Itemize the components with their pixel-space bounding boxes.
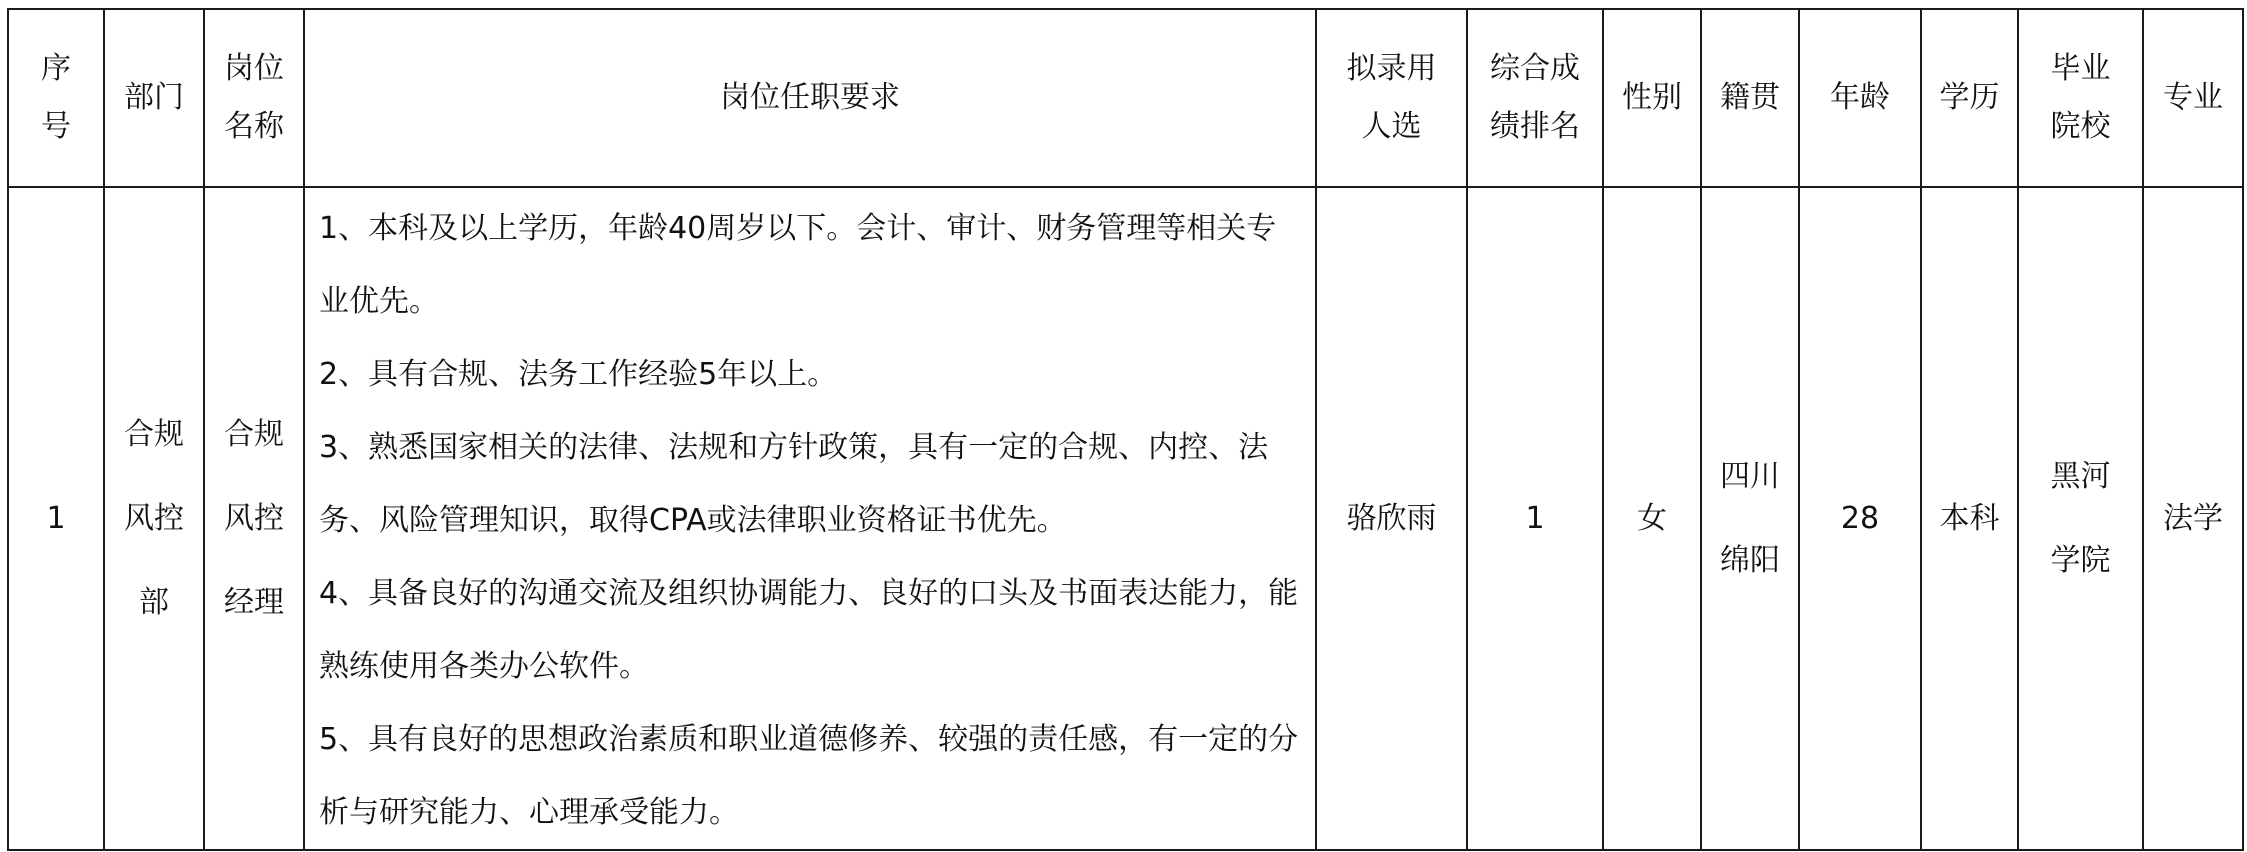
table-header-row xyxy=(8,9,2243,187)
requirement-item: 2、具有合规、法务工作经验5年以上。 xyxy=(319,357,838,392)
header-age: 年龄 xyxy=(1799,9,1921,187)
cell-origin: 四川 绵阳 xyxy=(1701,187,1799,850)
header-major: 专业 xyxy=(2143,9,2243,187)
requirement-item: 5、具有良好的思想政治素质和职业道德修养、较强的责任感，有一定的分析与研究能力、心理承受能力。 xyxy=(319,722,1299,830)
cell-candidate: 骆欣雨 xyxy=(1316,187,1467,850)
header-gender: 性别 xyxy=(1603,9,1701,187)
requirements-list xyxy=(305,188,1315,849)
cell-dept: 合规 风控 部 xyxy=(104,187,204,850)
table-row xyxy=(8,187,2243,850)
header-requirements: 岗位任职要求 xyxy=(304,9,1316,187)
requirement-item: 3、熟悉国家相关的法律、法规和方针政策，具有一定的合规、内控、法务、风险管理知识，取得CPA或法律职业资格证书优先。 xyxy=(319,430,1269,538)
cell-position: 合规 风控 经理 xyxy=(204,187,304,850)
cell-school: 黑河 学院 xyxy=(2018,187,2143,850)
header-rank: 综合成 绩排名 xyxy=(1467,9,1603,187)
header-seq: 序 号 xyxy=(8,9,104,187)
requirement-item: 4、具备良好的沟通交流及组织协调能力、良好的口头及书面表达能力，能熟练使用各类办公软件。 xyxy=(319,576,1299,684)
cell-major: 法学 xyxy=(2143,187,2243,850)
cell-age: 28 xyxy=(1799,187,1921,850)
recruitment-table xyxy=(7,8,2244,851)
header-position: 岗位 名称 xyxy=(204,9,304,187)
requirement-item: 1、本科及以上学历，年龄40周岁以下。会计、审计、财务管理等相关专业优先。 xyxy=(319,211,1277,319)
cell-seq: 1 xyxy=(8,187,104,850)
header-school: 毕业 院校 xyxy=(2018,9,2143,187)
cell-requirements xyxy=(304,187,1316,850)
header-dept: 部门 xyxy=(104,9,204,187)
cell-rank: 1 xyxy=(1467,187,1603,850)
header-origin: 籍贯 xyxy=(1701,9,1799,187)
cell-education: 本科 xyxy=(1921,187,2018,850)
header-education: 学历 xyxy=(1921,9,2018,187)
cell-gender: 女 xyxy=(1603,187,1701,850)
header-candidate: 拟录用 人选 xyxy=(1316,9,1467,187)
